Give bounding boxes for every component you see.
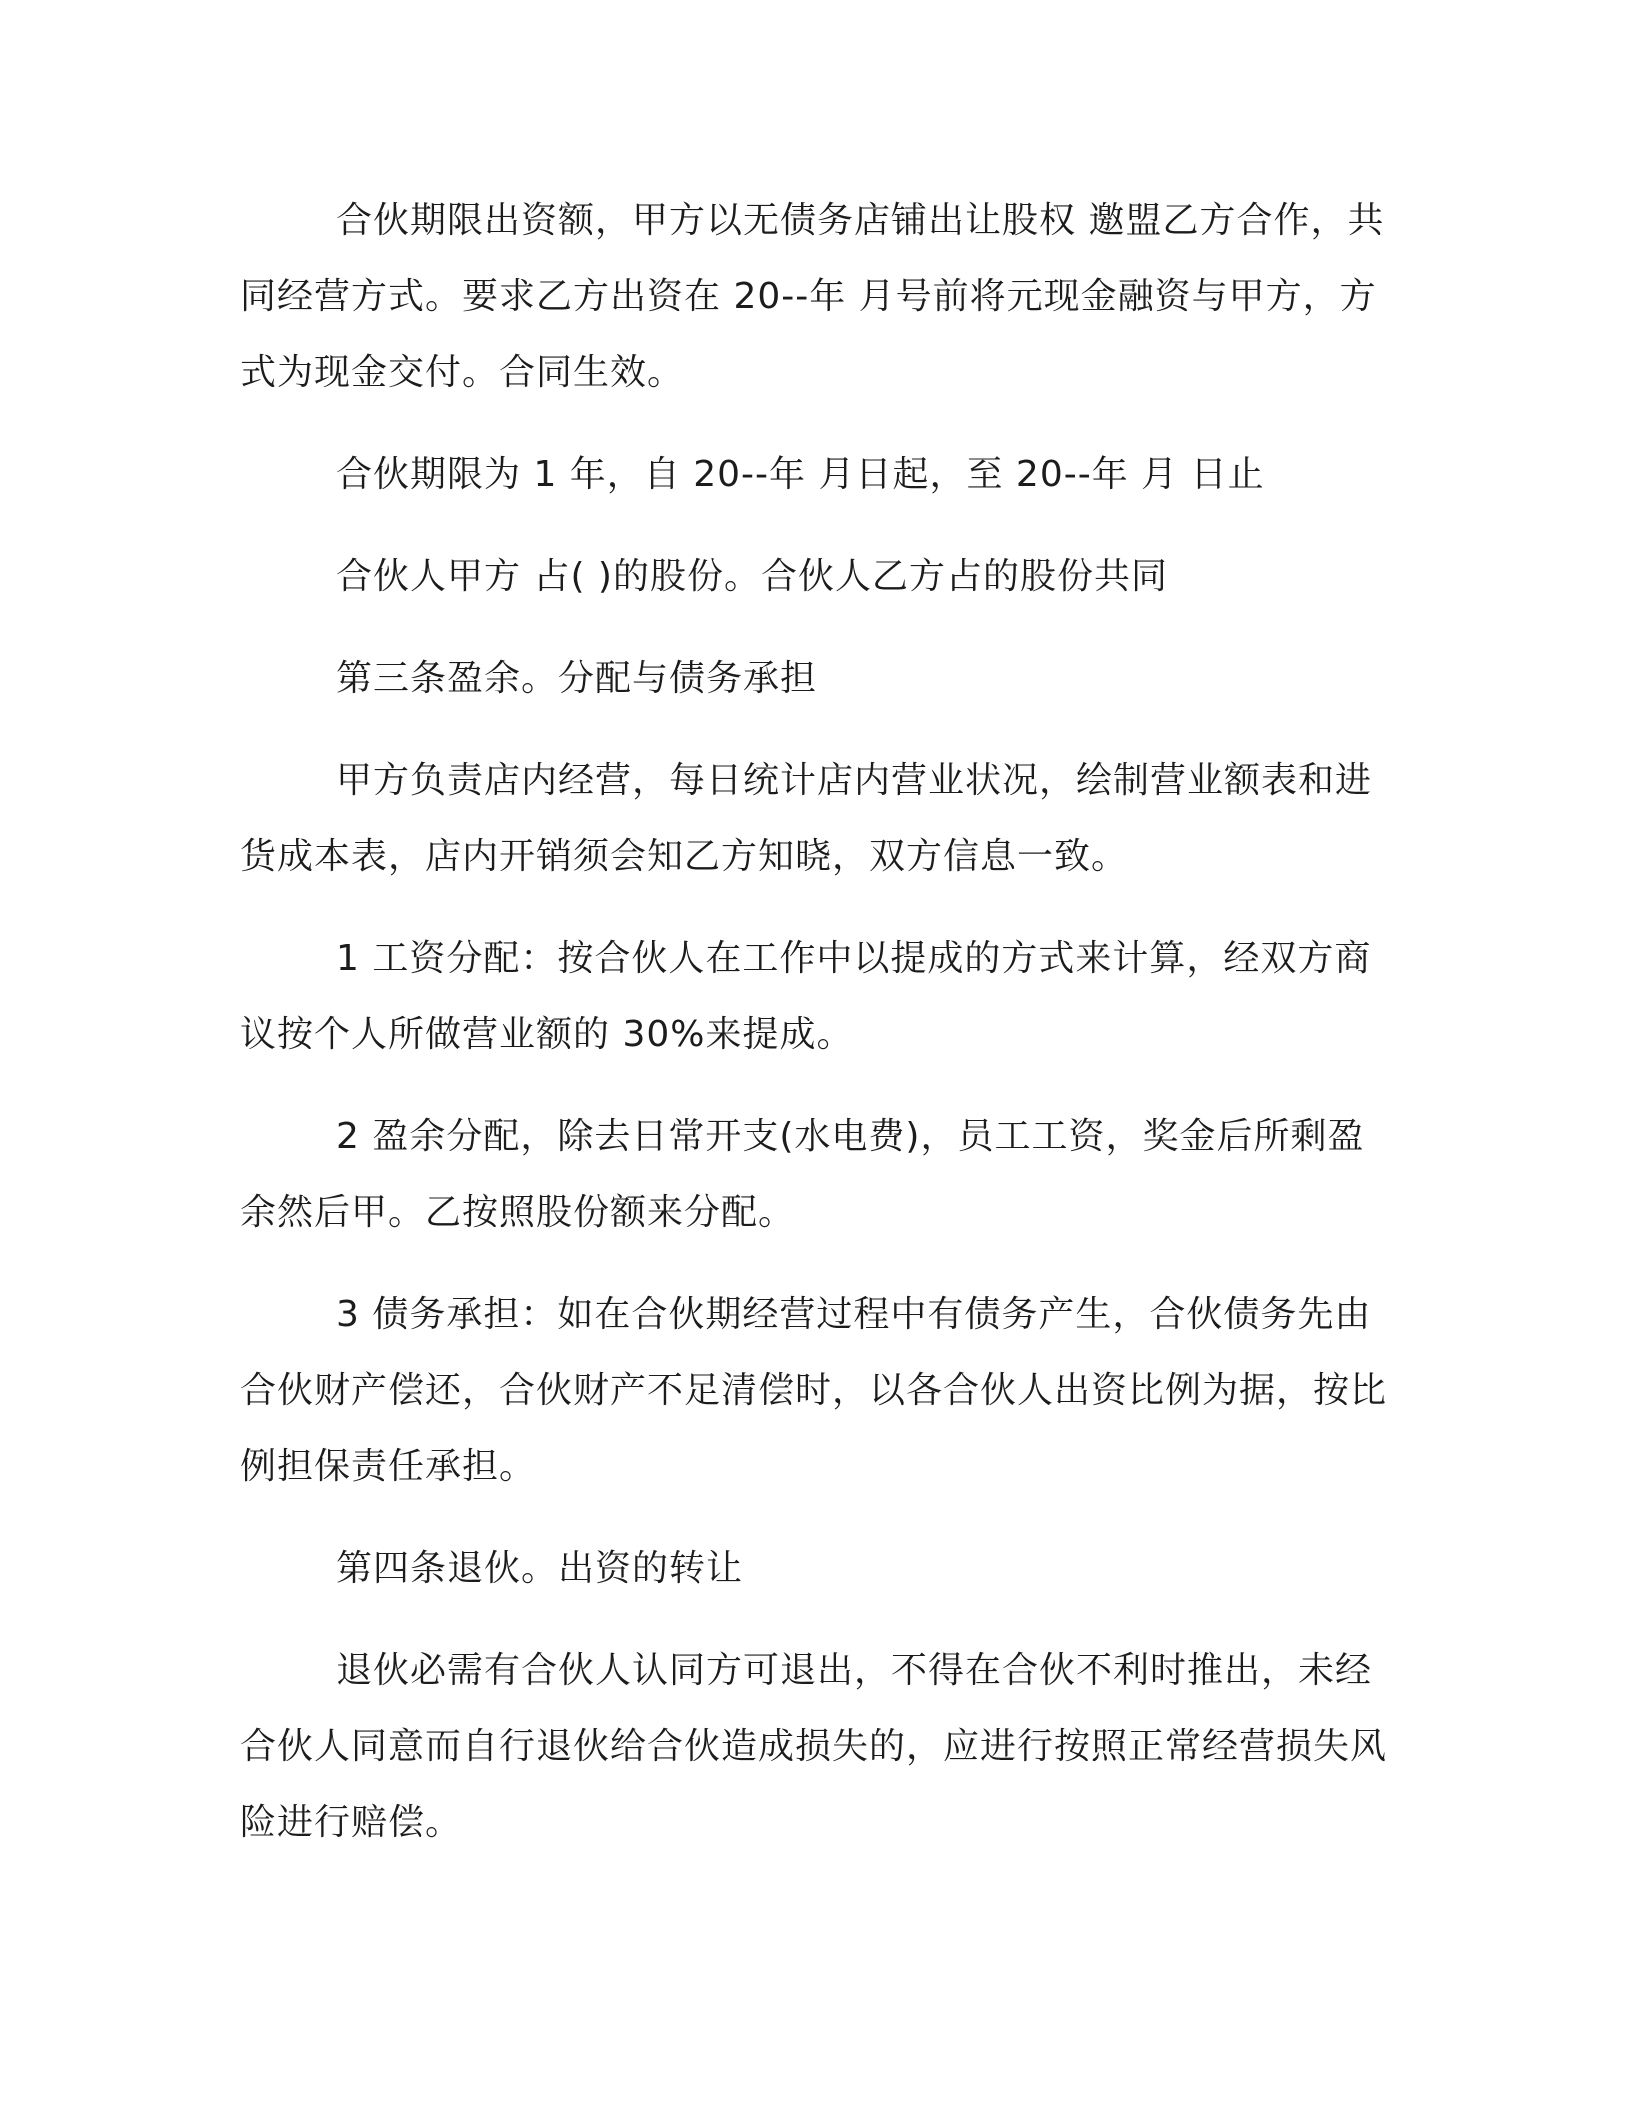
paragraph-debt-liability: 3 债务承担：如在合伙期经营过程中有债务产生，合伙债务先由合伙财产偿还，合伙财产不足清偿时，以各合伙人出资比例为据，按比例担保责任承担。 — [240, 1294, 1388, 1487]
section-heading-article-4: 第四条退伙。出资的转让 — [336, 1548, 744, 1589]
paragraph-withdrawal-rules: 退伙必需有合伙人认同方可退出，不得在合伙不利时推出，未经合伙人同意而自行退伙给合伙造成损失的，应进行按照正常经营损失风险进行赔偿。 — [240, 1650, 1388, 1843]
document-body — [240, 183, 1390, 1887]
section-heading-article-3: 第三条盈余。分配与债务承担 — [336, 658, 818, 699]
paragraph-surplus-distribution: 2 盈余分配，除去日常开支(水电费)，员工工资，奖金后所剩盈余然后甲。乙按照股份额来分配。 — [240, 1116, 1365, 1233]
paragraph-wage-distribution: 1 工资分配：按合伙人在工作中以提成的方式来计算，经双方商议按个人所做营业额的 30%来提成。 — [240, 938, 1372, 1055]
paragraph-partnership-term: 合伙期限为 1 年，自 20--年 月日起，至 20--年 月 日止 — [336, 454, 1265, 495]
paragraph-party-a-operations: 甲方负责店内经营，每日统计店内营业状况，绘制营业额表和进货成本表，店内开销须会知乙方知晓，双方信息一致。 — [240, 760, 1373, 877]
paragraph-capital-contribution: 合伙期限出资额，甲方以无债务店铺出让股权 邀盟乙方合作，共同经营方式。要求乙方出资在 20--年 月号前将元现金融资与甲方，方式为现金交付。合同生效。 — [240, 200, 1385, 393]
paragraph-share-ratio: 合伙人甲方 占( )的股份。合伙人乙方占的股份共同 — [336, 556, 1168, 597]
